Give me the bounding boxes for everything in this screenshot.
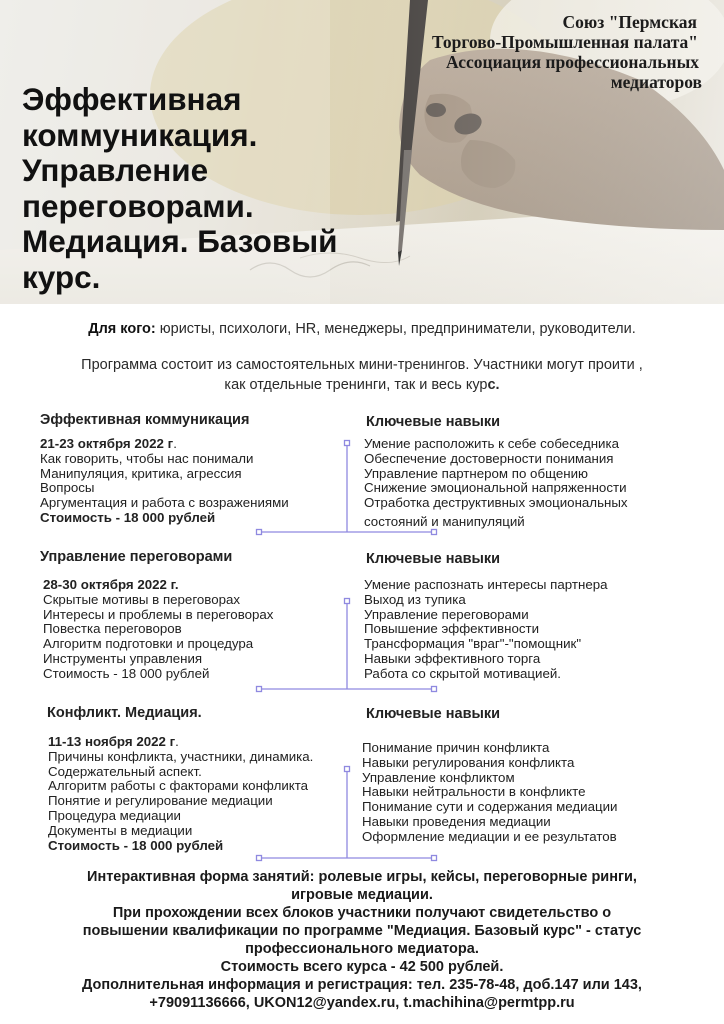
- skill-item: Умение распознать интересы партнера: [364, 577, 608, 592]
- program-item: Алгоритм подготовки и процедура: [43, 636, 254, 652]
- section-cost: Стоимость - 18 000 рублей: [40, 509, 216, 525]
- skills-title: Ключевые навыки: [366, 551, 501, 567]
- program-item: Интересы и проблемы в переговорах: [43, 606, 274, 622]
- title-line: Медиация. Базовый: [22, 223, 338, 259]
- section-program: [40, 437, 289, 526]
- connector-node: [345, 767, 350, 772]
- connector-node: [345, 599, 350, 604]
- section-date-bold: 21-23 октября 2022 г: [40, 436, 174, 451]
- program-item: Аргументация и работа с возражениями: [40, 495, 289, 511]
- connector-node: [432, 530, 437, 535]
- skills-list: [362, 741, 617, 845]
- connector-node: [432, 687, 437, 692]
- program-line-text: как отдельные тренинги, так и весь кур: [224, 377, 488, 393]
- organizer-line: медиаторов: [610, 72, 702, 92]
- footer-line: игровые медиации.: [291, 887, 433, 903]
- footer-line: профессионального медиатора.: [245, 941, 479, 957]
- program-item: Документы в медиации: [48, 822, 193, 838]
- program-line-bold: с.: [487, 377, 500, 393]
- program-item: Процедура медиации: [48, 807, 181, 823]
- course-title: [22, 82, 422, 295]
- skills-list: [364, 437, 628, 530]
- connector-node: [432, 856, 437, 861]
- section-date-bold: 11-13 ноября 2022 г: [48, 734, 176, 749]
- section-program: [48, 735, 313, 853]
- hero-banner: [0, 0, 724, 304]
- program-item: Содержательный аспект.: [48, 763, 202, 779]
- skill-item: Управление переговорами: [364, 606, 529, 622]
- connector-node: [345, 441, 350, 446]
- title-line: Управление: [22, 152, 209, 188]
- title-line: Эффективная: [22, 81, 242, 117]
- organizer-block: [342, 12, 702, 92]
- skill-item: Понимание сути и содержания медиации: [362, 799, 618, 815]
- skill-item: Выход из тупика: [364, 591, 466, 607]
- skill-item: Оформление медиации и ее результатов: [362, 828, 617, 844]
- skill-item: Отработка деструктивных эмоциональных: [364, 495, 628, 511]
- section-cost: Стоимость - 18 000 рублей: [43, 665, 210, 681]
- connector-node: [257, 687, 262, 692]
- program-item: Как говорить, чтобы нас понимали: [40, 450, 254, 466]
- section-date-suffix: .: [173, 436, 177, 451]
- section-program: [43, 578, 273, 682]
- program-item: Алгоритм работы с факторами конфликта: [48, 778, 309, 794]
- section-title: Конфликт. Медиация.: [47, 705, 202, 721]
- contact-line: +79091136666, UKON12@yandex.ru, t.machihina@permtpp.ru: [149, 995, 575, 1011]
- skill-item: Управление конфликтом: [362, 769, 515, 785]
- section-date: [48, 735, 313, 750]
- skill-item: Снижение эмоциональной напряженности: [364, 480, 627, 496]
- skill-item: Навыки регулирования конфликта: [362, 754, 575, 770]
- skill-item: состояний и манипуляций: [364, 513, 525, 529]
- program-line: Программа состоит из самостоятельных мини-тренингов. Участники могут проити ,: [81, 357, 643, 373]
- program-item: Вопросы: [40, 480, 95, 496]
- connector-node: [257, 856, 262, 861]
- skills-list: [364, 578, 608, 682]
- footer-line: повышении квалификации по программе "Медиация. Базовый курс" - статус: [82, 923, 642, 939]
- organizer-line: Ассоциация профессиональных: [446, 52, 699, 72]
- footer-info: [0, 868, 724, 1012]
- footer-line: Интерактивная форма занятий: ролевые игры, кейсы, переговорные ринги,: [87, 869, 637, 885]
- skill-item: Управление партнером по общению: [364, 465, 588, 481]
- footer-line: При прохождении всех блоков участники получают свидетельство о: [112, 905, 612, 921]
- program-item: Понятие и регулирование медиации: [48, 793, 273, 809]
- skill-item: Умение расположить к себе собеседника: [364, 436, 619, 451]
- skill-item: Навыки проведения медиации: [362, 813, 551, 829]
- program-item: Повестка переговоров: [43, 621, 182, 637]
- section-title: Эффективная коммуникация: [40, 412, 250, 428]
- program-description: [0, 355, 724, 395]
- skills-title: Ключевые навыки: [366, 706, 501, 722]
- skill-item: Обеспечение достоверности понимания: [364, 450, 614, 466]
- skill-item: Навыки нейтральности в конфликте: [362, 784, 586, 800]
- skill-item: Трансформация "враг"-"помощник": [364, 636, 582, 652]
- program-item: Причины конфликта, участники, динамика.: [48, 748, 314, 764]
- target-audience-label: Для кого:: [88, 321, 156, 337]
- title-line: коммуникация.: [22, 116, 258, 153]
- skills-title: Ключевые навыки: [366, 414, 501, 430]
- skill-item: Понимание причин конфликта: [362, 740, 550, 755]
- connector-node: [257, 530, 262, 535]
- skill-item: Навыки эффективного торга: [364, 650, 541, 666]
- organizer-line: Торгово-Промышленная палата": [432, 32, 698, 52]
- skill-item: Повышение эффективности: [364, 621, 540, 637]
- section-date-suffix: .: [175, 734, 179, 749]
- contact-line: Дополнительная информация и регистрация: тел. 235-78-48, доб.147 или 143,: [82, 977, 642, 993]
- total-cost: Стоимость всего курса - 42 500 рублей.: [220, 959, 504, 975]
- program-item: Манипуляция, критика, агрессия: [40, 465, 242, 481]
- skill-item: Работа со скрытой мотивацией.: [364, 665, 561, 681]
- title-line: курс.: [22, 258, 101, 295]
- program-item: Инструменты управления: [43, 650, 203, 666]
- title-line: переговорами.: [22, 187, 254, 224]
- section-cost: Стоимость - 18 000 рублей: [48, 837, 224, 853]
- section-title: Управление переговорами: [40, 549, 233, 565]
- program-item: Скрытые мотивы в переговорах: [43, 591, 241, 607]
- target-audience-text: юристы, психологи, HR, менеджеры, предприниматели, руководители.: [155, 321, 636, 337]
- section-date: [40, 437, 289, 452]
- section-date: 28-30 октября 2022 г.: [43, 577, 179, 592]
- organizer-line: Союз "Пермская: [562, 12, 697, 32]
- target-audience: [0, 321, 724, 337]
- program-line: [0, 375, 724, 395]
